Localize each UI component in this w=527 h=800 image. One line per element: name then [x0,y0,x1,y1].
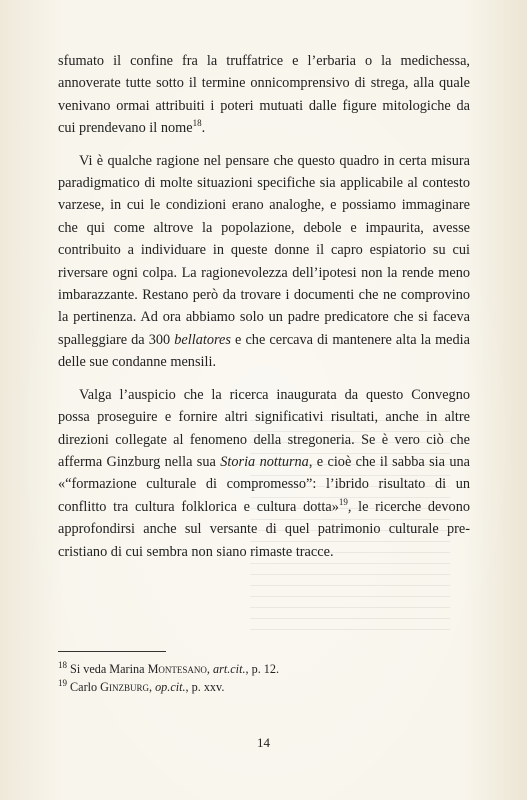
text-run: , [206,662,213,676]
paragraph-3 [58,384,470,563]
page-number: 14 [257,735,270,750]
text-run: , [148,680,156,694]
footnote-reference: 19 [338,496,348,507]
footnote-19 [58,678,470,696]
italic-text: art.cit. [213,662,246,676]
body-text [58,50,470,563]
author-name: Montesano [147,662,207,676]
text-run: . [201,120,206,137]
footnote-number: 19 [58,677,67,688]
italic-text: Storia notturna [220,453,309,470]
text-run: e che cercava di mantenere alta la media delle sue condanne mensili. [58,331,470,371]
paragraph-1 [58,50,470,140]
footnote-reference: 18 [192,118,202,129]
text-run: , e cioè che il sabba sia una «“formazione culturale di compromesso”: l’ibrido risultato di un conflitto tra cultura folklorica e cultura dotta» [58,453,470,515]
text-run: , p. 12. [245,662,280,676]
text-run: Carlo [67,680,101,694]
text-run: , p. xxv. [185,680,225,694]
footnote-divider [58,651,166,652]
text-run: Valga l’auspicio che la ricerca inaugurata da questo Convegno possa proseguire e fornire altri significativi risultati, anche in altre direzioni collegate al fenomeno della stregoneria. Se è vero ciò che afferma Ginzburg nella sua [58,386,470,470]
text-run: , le ricerche devono approfondirsi anche sul versante di quel patrimonio culturale pre-cristiano di cui sembra non siano rimaste tracce. [58,498,470,560]
text-run: sfumato il confine fra la truffatrice e l’erbaria o la medichessa, annoverate tutte sotto il termine onnicomprensivo di strega, alla quale venivano ormai attribuiti i poteri mutuati dalle figure mitologiche da cui prendevano il nome [58,53,470,137]
italic-text: bellatores [174,331,231,348]
paragraph-2 [58,150,470,374]
italic-text: op.cit. [155,680,186,694]
footnote-18 [58,660,470,678]
author-name: Ginzburg [100,680,149,694]
footnotes [58,660,470,696]
text-run: Vi è qualche ragione nel pensare che questo quadro in certa misura paradigmatico di molte situazioni specifiche sia applicabile al contesto varzese, in cui le condizioni erano analoghe, e possiamo immaginare che qui come altrove la popolazione, debole e impaurita, avesse contribuito a individuare in queste donne il capro espiatorio su cui riversare ogni colpa. La ragionevolezza dell’ipotesi non la rende meno imbarazzante. Restano però da trovare i documenti che ne comprovino la pertinenza. Ad ora abbiamo solo un padre predicatore che si faceva spalleggiare da 300 [58,152,470,348]
text-run: Si veda Marina [67,662,148,676]
footnote-number: 18 [58,659,67,670]
